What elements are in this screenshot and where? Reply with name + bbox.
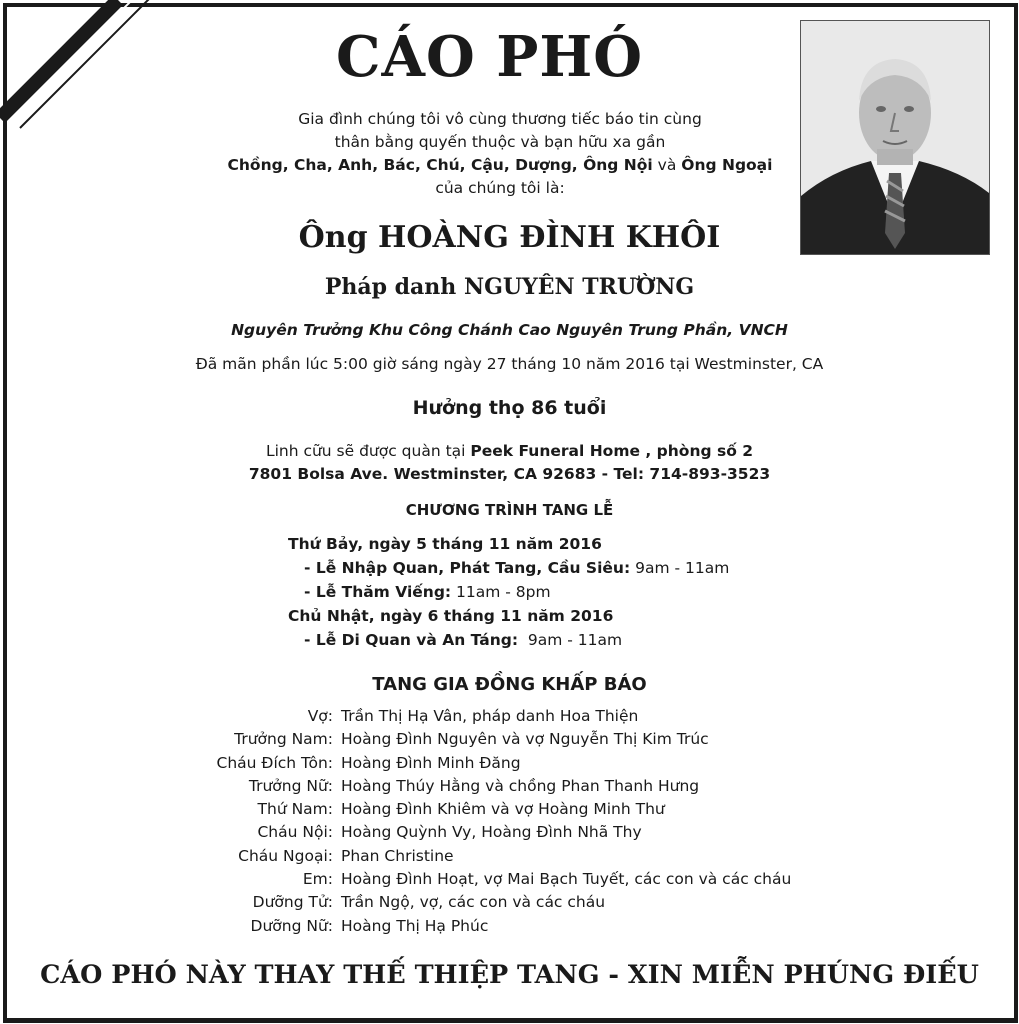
footer-notice: CÁO PHÓ NÀY THAY THẾ THIỆP TANG - XIN MIỄN PHÚNG ĐIẾU: [40, 960, 979, 990]
family-row: Trưởng Nam: Hoàng Đình Nguyên và vợ Nguyễn Thị Kim Trúc: [234, 730, 709, 749]
family-row: Thứ Nam: Hoàng Đình Khiêm và vợ Hoàng Minh Thư: [257, 800, 665, 819]
schedule-event: - Lễ Nhập Quan, Phát Tang, Cầu Siêu: 9am - 11am: [304, 559, 730, 577]
funeral-home-line: Linh cữu sẽ được quàn tại Peek Funeral Home , phòng số 2: [265, 442, 754, 460]
family-row: Dưỡng Tử: Trần Ngộ, vợ, các con và các cháu: [252, 893, 606, 912]
family-row: Em: Hoàng Đình Hoạt, vợ Mai Bạch Tuyết, các con và các cháu: [302, 870, 792, 889]
program-title: CHƯƠNG TRÌNH TANG LỄ: [405, 501, 614, 519]
intro-line: thân bằng quyến thuộc và bạn hữu xa gần: [334, 133, 666, 151]
family-row: Dưỡng Nữ: Hoàng Thị Hạ Phúc: [250, 916, 489, 935]
intro-line: của chúng tôi là:: [435, 179, 565, 197]
dharma-name: Pháp danh NGUYÊN TRƯỜNG: [324, 274, 695, 300]
passing-details: Đã mãn phần lúc 5:00 giờ sáng ngày 27 tháng 10 năm 2016 tại Westminster, CA: [195, 355, 824, 373]
family-list: [150, 705, 791, 938]
page-title: CÁO PHÓ: [335, 24, 644, 90]
funeral-home-info: [0, 440, 1019, 486]
family-row: Cháu Nội: Hoàng Quỳnh Vy, Hoàng Đình Nhã Thy: [257, 823, 642, 842]
former-position: Nguyên Trưởng Khu Công Chánh Cao Nguyên Trung Phần, VNCH: [231, 321, 788, 339]
funeral-schedule: [288, 532, 729, 652]
family-row: Cháu Đích Tôn: Hoàng Đình Minh Đăng: [216, 753, 521, 772]
family-title: TANG GIA ĐỒNG KHẤP BÁO: [372, 674, 647, 695]
schedule-day: Thứ Bảy, ngày 5 tháng 11 năm 2016: [288, 535, 602, 553]
family-row: Cháu Ngoại: Phan Christine: [238, 846, 454, 865]
family-row: Trưởng Nữ: Hoàng Thúy Hằng và chồng Phan Thanh Hưng: [248, 776, 700, 795]
intro-text: [190, 108, 810, 200]
schedule-event: - Lễ Thăm Viếng: 11am - 8pm: [304, 583, 551, 601]
relations-line: Chồng, Cha, Anh, Bác, Chú, Cậu, Dượng, Ông Nội và Ông Ngoại: [227, 156, 773, 174]
schedule-day: Chủ Nhật, ngày 6 tháng 11 năm 2016: [288, 607, 614, 625]
family-row: Vợ: Trần Thị Hạ Vân, pháp danh Hoa Thiện: [307, 707, 639, 725]
intro-line: Gia đình chúng tôi vô cùng thương tiếc báo tin cùng: [298, 110, 702, 128]
funeral-home-address: 7801 Bolsa Ave. Westminster, CA 92683 - Tel: 714-893-3523: [248, 465, 771, 483]
age-at-death: Hưởng thọ 86 tuổi: [412, 397, 607, 419]
schedule-event: - Lễ Di Quan và An Táng: 9am - 11am: [304, 631, 623, 649]
deceased-name: Ông HOÀNG ĐÌNH KHÔI: [298, 220, 721, 255]
